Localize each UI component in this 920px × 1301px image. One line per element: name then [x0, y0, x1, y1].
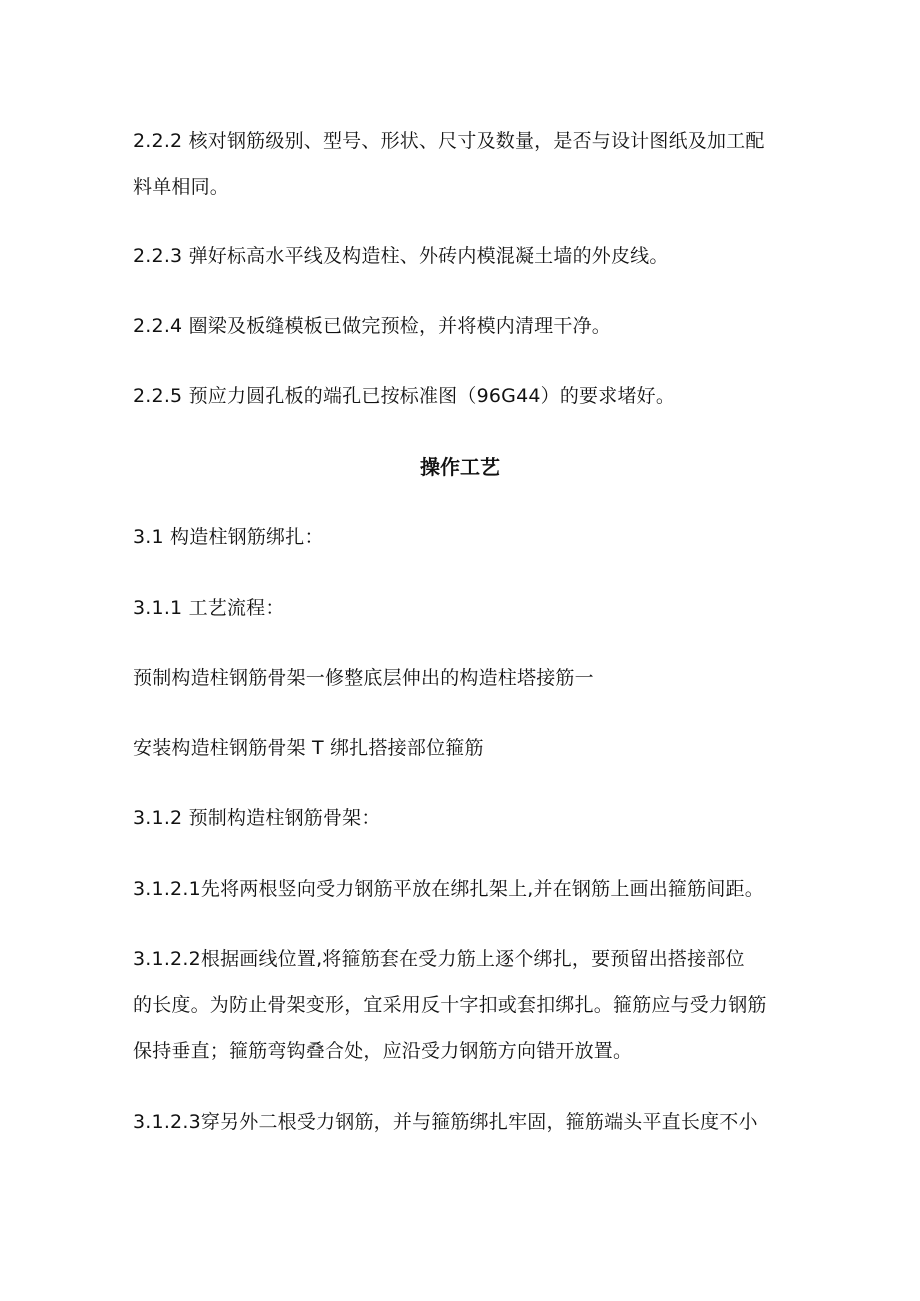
paragraph-2-2-5: 2.2.5 预应力圆孔板的端孔已按标准图（96G44）的要求堵好。: [133, 385, 676, 407]
paragraph-3-1-2-2-line-3: 保持垂直；箍筋弯钩叠合处，应沿受力钢筋方向错开放置。: [133, 1040, 633, 1062]
section-3-1-1-title: 3.1.1 工艺流程：: [133, 597, 285, 619]
process-flow-line-2: 安装构造柱钢筋骨架 T 绑扎搭接部位箍筋: [133, 737, 484, 759]
paragraph-3-1-2-2-line-2: 的长度。为防止骨架变形，宜采用反十字扣或套扣绑扎。箍筋应与受力钢筋: [133, 994, 767, 1016]
paragraph-2-2-4: 2.2.4 圈梁及板缝模板已做完预检，并将模内清理干净。: [133, 315, 611, 337]
section-3-1-title: 3.1 构造柱钢筋绑扎：: [133, 526, 324, 548]
paragraph-3-1-2-2-line-1: 3.1.2.2根据画线位置,将箍筋套在受力筋上逐个绑扎，要预留出搭接部位: [133, 948, 745, 970]
paragraph-3-1-2-3-line-1: 3.1.2.3穿另外二根受力钢筋，并与箍筋绑扎牢固，箍筋端头平直长度不小: [133, 1111, 758, 1133]
process-flow-line-1: 预制构造柱钢筋骨架一修整底层伸出的构造柱塔接筋一: [133, 667, 594, 689]
section-heading: 操作工艺: [420, 455, 500, 479]
section-3-1-2-title: 3.1.2 预制构造柱钢筋骨架：: [133, 807, 381, 829]
paragraph-3-1-2-1: 3.1.2.1先将两根竖向受力钢筋平放在绑扎架上,并在钢筋上画出箍筋间距。: [133, 878, 764, 900]
paragraph-2-2-2-line-2: 料单相同。: [133, 176, 230, 198]
paragraph-2-2-3: 2.2.3 弹好标高水平线及构造柱、外砖内模混凝土墙的外皮线。: [133, 245, 669, 267]
paragraph-2-2-2-line-1: 2.2.2 核对钢筋级别、型号、形状、尺寸及数量，是否与设计图纸及加工配: [133, 130, 765, 152]
